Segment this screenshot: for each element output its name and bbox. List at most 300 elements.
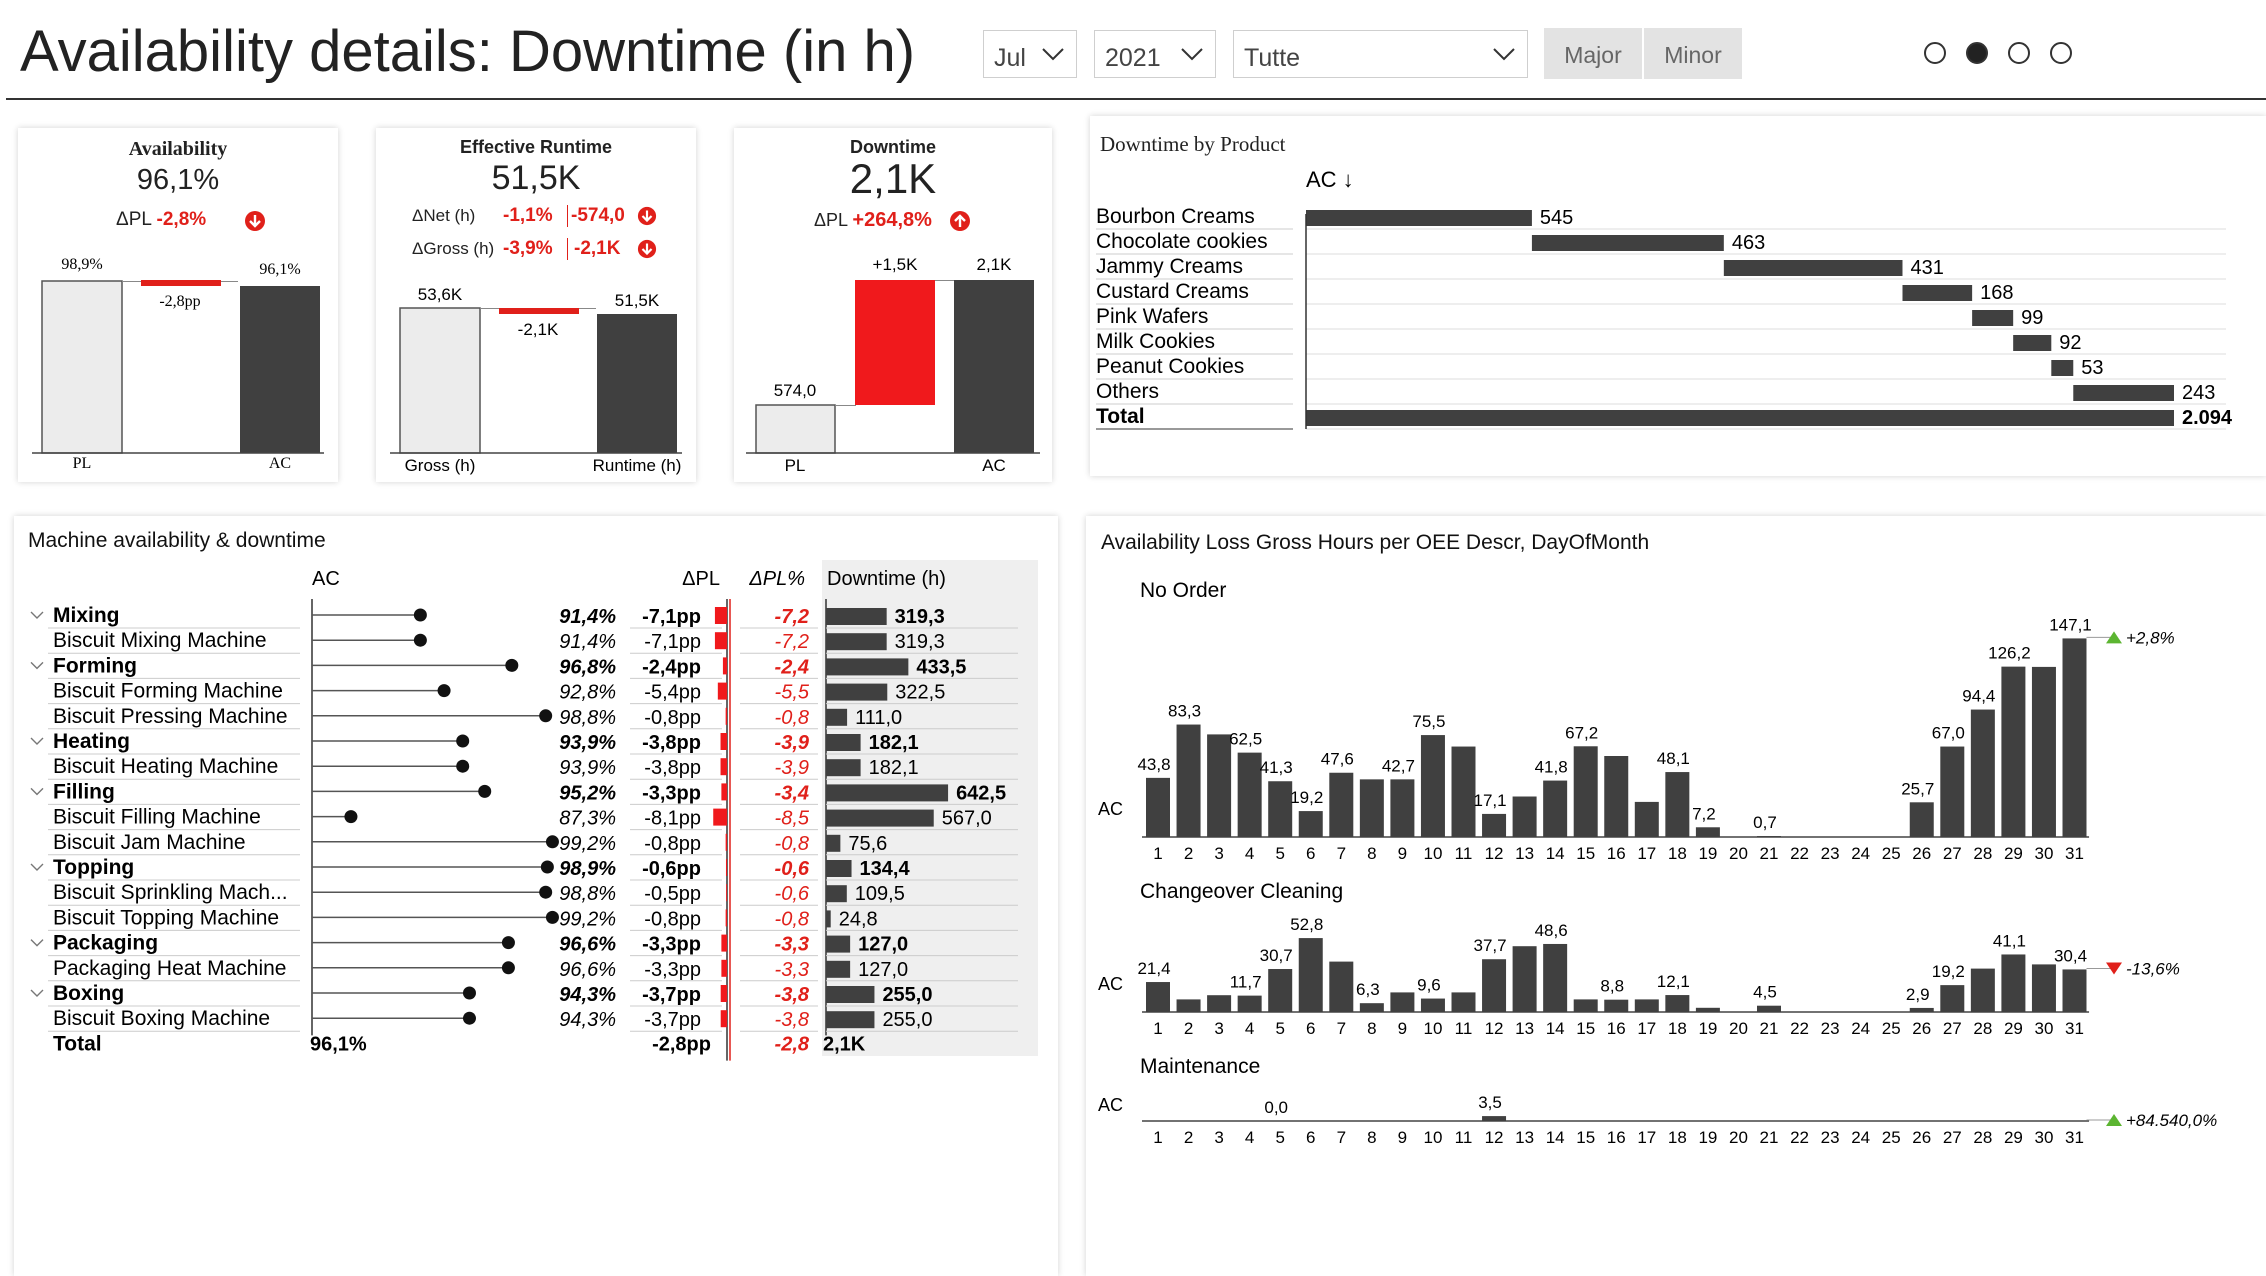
day-bar: [2032, 964, 2056, 1012]
delta-pl-pct-value: -3,4: [774, 782, 809, 805]
day-tick-label: 11: [1454, 1019, 1473, 1038]
ac-value-label: 96,1%: [259, 261, 301, 278]
delta-pl-bar: [723, 657, 727, 674]
runtime-title: Effective Runtime: [459, 137, 613, 157]
page-dot-1[interactable]: [1924, 42, 1946, 64]
day-bar: [1757, 836, 1781, 837]
loss-chart-card: [1086, 516, 2266, 1276]
lollipop-dot: [438, 684, 451, 697]
delta-pl-pct-value: -7,2: [774, 606, 809, 628]
bar-value-label: 0,0: [1264, 1098, 1289, 1117]
lollipop-dot: [414, 634, 427, 647]
delta-pl-pct-value: -3,3: [774, 958, 809, 981]
downtime-bar: [826, 961, 850, 978]
bar-value-label: 75,5: [1412, 712, 1446, 732]
month-value: Jul: [994, 44, 1026, 72]
day-tick-label: 2: [1183, 844, 1194, 863]
delta-pl-pct-value: -8,5: [774, 807, 809, 830]
availability-title: Availability: [128, 138, 228, 160]
day-tick-label: 31: [2065, 1128, 2084, 1147]
delta-pl-value: -3,3pp: [642, 933, 701, 956]
downtime-title: Downtime: [849, 137, 936, 157]
runtime-value-label: 51,5K: [614, 291, 660, 310]
delta-pl-value: -0,8pp: [644, 832, 701, 855]
ac-value: 91,4%: [559, 631, 616, 654]
machine-table-card: [14, 516, 1058, 1276]
ac-value: 93,9%: [559, 757, 616, 780]
product-label: Milk Cookies: [1096, 330, 1216, 353]
day-tick-label: 15: [1576, 1128, 1596, 1147]
downtime-bar: [826, 810, 934, 827]
product-value-label: 545: [1539, 207, 1574, 229]
ac-value: 95,2%: [559, 782, 616, 805]
day-tick-label: 30: [2034, 1019, 2054, 1038]
lollipop-dot: [502, 961, 515, 974]
ac-value: 99,2%: [559, 908, 616, 931]
day-bar: [1543, 781, 1567, 837]
day-bar: [1299, 938, 1323, 1012]
net-label: ΔNet (h): [412, 206, 476, 225]
page-dot-4[interactable]: [2050, 42, 2072, 64]
bar-value-label: 2,9: [1905, 984, 1930, 1004]
day-tick-label: 13: [1515, 844, 1535, 863]
bar-value-label: 41,3: [1259, 758, 1293, 778]
downtime-bar: [826, 986, 874, 1003]
delta-label: ΔPL: [116, 209, 152, 230]
product-waterfall-chart: [1090, 116, 2266, 476]
day-bar: [1910, 1008, 1934, 1012]
day-bar: [1421, 999, 1445, 1012]
panel-title: Changeover Cleaning: [1140, 880, 1344, 903]
product-bar: [1724, 260, 1903, 276]
day-tick-label: 9: [1397, 844, 1408, 863]
day-bar: [2032, 667, 2056, 837]
bar-value-label: 8,8: [1600, 976, 1625, 996]
product-label: Custard Creams: [1096, 280, 1249, 303]
runtime-card: [376, 128, 696, 482]
downtime-bar: [826, 860, 852, 877]
downtime-waterfall-chart: [734, 128, 1052, 482]
filter-value: Tutte: [1244, 44, 1301, 72]
lollipop-dot: [456, 735, 469, 748]
downtime-bar: [826, 633, 887, 650]
day-tick-label: 18: [1667, 844, 1687, 863]
downtime-value: 182,1: [868, 732, 919, 754]
day-tick-label: 4: [1244, 1128, 1255, 1147]
day-tick-label: 9: [1397, 1019, 1408, 1038]
downtime-value: 319,3: [894, 631, 945, 654]
product-label: Pink Wafers: [1096, 305, 1209, 328]
chevron-down-icon: [31, 612, 43, 618]
product-value-label: 53: [2081, 357, 2104, 379]
chevron-down-icon: [31, 864, 43, 870]
machine-name: Biscuit Topping Machine: [53, 906, 280, 930]
bar-value-label: 52,8: [1290, 915, 1324, 935]
product-chart-card: [1090, 116, 2266, 476]
day-tick-label: 16: [1606, 844, 1626, 863]
year-dropdown[interactable]: [1094, 30, 1216, 78]
day-tick-label: 23: [1820, 844, 1840, 863]
machine-name: Boxing: [53, 982, 125, 1005]
bar-value-label: 126,2: [1988, 643, 2031, 663]
day-bar: [1299, 811, 1323, 837]
day-tick-label: 14: [1545, 1019, 1565, 1038]
machine-name: Forming: [53, 654, 137, 678]
day-bar: [1146, 982, 1170, 1012]
day-tick-label: 12: [1484, 844, 1504, 863]
product-label: Bourbon Creams: [1096, 205, 1255, 228]
machine-name: Packaging: [53, 931, 159, 955]
machine-table: [14, 516, 1058, 1276]
day-bar: [1482, 1116, 1506, 1121]
filter-dropdown[interactable]: [1233, 30, 1528, 78]
delta-pl-bar: [726, 859, 727, 876]
day-tick-label: 3: [1214, 1019, 1224, 1038]
delta-pl-value: -8,1pp: [644, 807, 701, 830]
day-tick-label: 19: [1698, 1019, 1718, 1038]
availability-value: 96,1%: [136, 164, 220, 196]
bar-value-label: 42,7: [1381, 756, 1415, 776]
bar-value-label: 19,2: [1290, 788, 1324, 808]
bar-value-label: 30,7: [1259, 946, 1293, 966]
delta-pl-value: -0,6pp: [642, 858, 701, 880]
loss-small-multiples-chart: [1086, 516, 2266, 1266]
day-bar: [1971, 969, 1995, 1012]
delta-value: -2,8%: [156, 209, 207, 230]
day-bar: [2063, 638, 2087, 837]
day-tick-label: 17: [1637, 1128, 1657, 1147]
delta-pl-bar: [715, 607, 727, 624]
chevron-down-icon: [1491, 41, 1517, 65]
day-tick-label: 22: [1790, 844, 1810, 863]
lollipop-dot: [539, 886, 552, 899]
downtime-value: 322,5: [895, 681, 946, 704]
month-dropdown[interactable]: [983, 30, 1077, 78]
day-tick-label: 25: [1881, 844, 1901, 863]
day-bar: [1635, 999, 1659, 1012]
header-delta-pl: ΔPL: [682, 568, 720, 590]
runtime-waterfall-chart: [376, 128, 696, 482]
delta-pl-pct-value: -0,8: [774, 832, 809, 855]
day-bar: [1329, 773, 1353, 837]
day-tick-label: 1: [1153, 844, 1163, 863]
ac-value: 96,6%: [559, 933, 616, 956]
day-tick-label: 12: [1484, 1019, 1504, 1038]
delta-pl-bar: [715, 632, 727, 649]
delta-pl-bar: [726, 909, 727, 926]
delta-label: -13,6%: [2126, 959, 2180, 979]
product-bar: [2073, 385, 2174, 401]
delta-pl-bar: [721, 733, 727, 750]
bar-value-label: 41,8: [1534, 757, 1568, 777]
downtime-value: 24,8: [838, 908, 878, 931]
lollipop-dot: [478, 785, 491, 798]
day-bar: [1757, 1006, 1781, 1012]
day-bar: [1604, 756, 1628, 837]
day-tick-label: 21: [1759, 1128, 1779, 1147]
net-pct: -1,1%: [503, 205, 553, 226]
day-tick-label: 31: [2065, 844, 2084, 863]
ac-value: 98,9%: [559, 858, 616, 880]
pl-bar: [42, 281, 122, 453]
delta-value-label: +1,5K: [872, 255, 918, 274]
delta-pl-value: -3,8pp: [644, 757, 701, 780]
day-tick-label: 26: [1912, 844, 1932, 863]
machine-name: Biscuit Boxing Machine: [53, 1007, 271, 1031]
day-bar: [1421, 735, 1445, 837]
page-title: Availability details: Downtime (in h): [20, 19, 916, 84]
machine-name: Biscuit Pressing Machine: [53, 704, 288, 728]
ac-value: 94,3%: [559, 984, 616, 1006]
downtime-bar: [826, 709, 847, 726]
day-tick-label: 10: [1423, 844, 1443, 863]
day-bar: [1482, 959, 1506, 1012]
total-label: Total: [53, 1032, 102, 1056]
day-tick-label: 30: [2034, 1128, 2054, 1147]
chevron-down-icon: [1040, 41, 1066, 65]
delta-pl-value: -3,3pp: [644, 958, 701, 981]
year-value: 2021: [1105, 44, 1161, 72]
day-tick-label: 2: [1183, 1019, 1194, 1038]
day-bar: [1665, 995, 1689, 1012]
day-bar: [1665, 772, 1689, 837]
ac-value: 87,3%: [559, 807, 616, 830]
product-bar: [1306, 210, 1532, 226]
delta-pl-bar: [721, 960, 727, 977]
product-bar: [1972, 310, 2013, 326]
day-tick-label: 13: [1515, 1128, 1535, 1147]
product-label: Jammy Creams: [1096, 255, 1244, 278]
day-bar: [1910, 802, 1934, 837]
machine-name: Packaging Heat Machine: [53, 956, 287, 980]
header-ac: AC: [312, 568, 340, 590]
connector-line: [935, 280, 955, 281]
downtime-value: 109,5: [854, 883, 905, 906]
day-tick-label: 4: [1244, 844, 1255, 863]
day-tick-label: 29: [2003, 844, 2023, 863]
ac-value: 96,8%: [559, 656, 616, 679]
delta-pl-pct-value: -0,6: [774, 883, 809, 906]
header-divider: [6, 98, 2266, 100]
day-tick-label: 11: [1454, 844, 1473, 863]
day-tick-label: 25: [1881, 1019, 1901, 1038]
bar-value-label: 83,3: [1168, 701, 1202, 721]
downtime-bar: [826, 1011, 874, 1028]
day-tick-label: 6: [1306, 1128, 1316, 1147]
x-label-ac: AC: [982, 456, 1006, 475]
runtime-bar: [597, 314, 677, 453]
downtime-bar: [826, 784, 948, 801]
delta-pl-value: -7,1pp: [644, 631, 701, 654]
delta-pl-bar: [721, 758, 727, 775]
downtime-value: 433,5: [916, 656, 967, 679]
day-bar: [1177, 725, 1201, 837]
delta-pl-bar: [726, 834, 727, 851]
product-bar: [2013, 335, 2051, 351]
day-tick-label: 22: [1790, 1019, 1810, 1038]
chevron-down-icon: [31, 662, 43, 668]
day-bar: [1207, 995, 1231, 1012]
day-bar: [1329, 962, 1353, 1012]
downtime-bar: [826, 684, 887, 701]
day-tick-label: 14: [1545, 844, 1565, 863]
downtime-bar: [826, 734, 861, 751]
machine-name: Biscuit Jam Machine: [53, 830, 246, 854]
day-bar: [1482, 814, 1506, 837]
downtime-bar: [826, 658, 908, 675]
bar-value-label: 37,7: [1473, 936, 1507, 956]
lollipop-dot: [505, 659, 518, 672]
day-bar: [1360, 1003, 1384, 1012]
ac-value: 91,4%: [559, 606, 616, 628]
day-bar: [1940, 985, 1964, 1012]
availability-card: [18, 128, 338, 482]
day-bar: [1971, 710, 1995, 837]
delta-value-label: -2,1K: [517, 320, 559, 339]
product-value-label: 2.094: [2182, 407, 2233, 429]
day-tick-label: 16: [1606, 1128, 1626, 1147]
delta-pl-pct-value: -0,8: [774, 706, 809, 729]
product-bar: [2051, 360, 2073, 376]
pl-bar: [756, 405, 835, 453]
machine-table-title: Machine availability & downtime: [28, 529, 326, 552]
bar-value-label: 9,6: [1417, 975, 1441, 995]
day-tick-label: 27: [1942, 1128, 1962, 1147]
lollipop-dot: [344, 810, 357, 823]
day-tick-label: 29: [2003, 1128, 2023, 1147]
delta-pl-value: -3,8pp: [642, 732, 701, 754]
major-button[interactable]: Major: [1544, 28, 1642, 79]
downtime-card: [734, 128, 1052, 482]
bar-value-label: 19,2: [1931, 962, 1965, 982]
day-bar: [1452, 992, 1476, 1012]
delta-pl-value: -5,4pp: [644, 681, 701, 704]
day-tick-label: 23: [1820, 1019, 1840, 1038]
gross-abs: -2,1K: [567, 238, 620, 260]
day-tick-label: 27: [1942, 1019, 1962, 1038]
downtime-value: 111,0: [855, 706, 903, 729]
downtime-value: 319,3: [894, 606, 945, 628]
bar-value-label: 62,5: [1229, 729, 1263, 749]
downtime-bar: [826, 608, 887, 625]
x-label-pl: PL: [72, 455, 92, 472]
bar-value-label: 41,1: [1992, 931, 2026, 951]
pl-value-label: 98,9%: [61, 256, 103, 273]
header-delta-pl-pct: ΔPL%: [749, 568, 805, 590]
runtime-value: 51,5K: [491, 159, 581, 197]
day-tick-label: 28: [1973, 1128, 1993, 1147]
day-bar: [1146, 778, 1170, 837]
product-bar: [1306, 410, 2174, 426]
page-dot-2[interactable]: [1966, 42, 1988, 64]
column-header-ac: AC ↓: [1306, 167, 1354, 192]
chevron-down-icon: [31, 788, 43, 794]
net-abs: -574,0: [567, 205, 625, 227]
ac-value: 92,8%: [559, 681, 616, 704]
day-tick-label: 28: [1973, 1019, 1993, 1038]
day-tick-label: 19: [1698, 1128, 1718, 1147]
product-value-label: 168: [1980, 282, 2014, 304]
bar-value-label: 4,5: [1753, 982, 1777, 1002]
machine-name: Biscuit Mixing Machine: [53, 629, 267, 653]
downtime-value: 255,0: [882, 984, 933, 1006]
downtime-value: 255,0: [882, 1009, 933, 1032]
day-tick-label: 7: [1336, 1128, 1347, 1147]
delta-pl-pct-value: -3,9: [774, 757, 809, 780]
chevron-down-icon: [31, 738, 43, 744]
day-bar: [1390, 992, 1414, 1012]
day-bar: [1574, 746, 1598, 837]
day-tick-label: 26: [1912, 1128, 1932, 1147]
downtime-value: 127,0: [858, 958, 909, 981]
day-tick-label: 10: [1423, 1019, 1443, 1038]
bar-value-label: 30,4: [2053, 946, 2088, 966]
delta-pl-value: -0,8pp: [644, 908, 701, 931]
day-bar: [1238, 753, 1262, 837]
minor-button[interactable]: Minor: [1644, 28, 1742, 79]
day-tick-label: 5: [1275, 1128, 1285, 1147]
bar-value-label: 43,8: [1137, 754, 1171, 774]
day-tick-label: 3: [1214, 1128, 1224, 1147]
day-tick-label: 7: [1336, 844, 1347, 863]
day-bar: [2001, 667, 2025, 837]
delta-pl-bar: [726, 708, 727, 725]
day-bar: [1177, 999, 1201, 1012]
day-tick-label: 9: [1397, 1128, 1408, 1147]
bar-value-label: 48,6: [1534, 920, 1568, 940]
ac-bar: [240, 286, 320, 453]
downtime-bar: [826, 835, 840, 852]
downtime-value: 75,6: [848, 832, 888, 855]
delta-label: ΔPL: [814, 210, 848, 230]
day-bar: [1696, 827, 1720, 837]
bar-value-label: 94,4: [1962, 686, 1996, 706]
availability-waterfall-chart: [18, 128, 338, 482]
day-tick-label: 12: [1484, 1128, 1504, 1147]
day-bar: [1390, 779, 1414, 837]
day-tick-label: 5: [1275, 1019, 1285, 1038]
day-tick-label: 30: [2034, 844, 2054, 863]
day-tick-label: 24: [1851, 1019, 1871, 1038]
loss-chart-title: Availability Loss Gross Hours per OEE Descr, DayOfMonth: [1101, 531, 1650, 554]
delta-pl-value: -3,3pp: [642, 782, 701, 805]
machine-name: Biscuit Sprinkling Mach...: [53, 881, 288, 905]
day-tick-label: 6: [1306, 1019, 1316, 1038]
lollipop-dot: [456, 760, 469, 773]
ac-value: 98,8%: [559, 883, 616, 906]
day-tick-label: 24: [1851, 1128, 1871, 1147]
lollipop-dot: [463, 1012, 476, 1025]
downtime-value: 2,1K: [849, 155, 937, 202]
bar-value-label: 147,1: [2049, 615, 2092, 635]
page-dot-3[interactable]: [2008, 42, 2030, 64]
delta-pl-pct-value: -0,8: [774, 908, 809, 931]
downtime-bar: [826, 936, 850, 953]
day-tick-label: 2: [1183, 1128, 1194, 1147]
lollipop-dot: [539, 709, 552, 722]
chevron-down-icon: [1179, 41, 1205, 65]
connector-line: [835, 405, 856, 406]
delta-pl-bar: [718, 683, 727, 700]
total-downtime: 2,1K: [823, 1033, 866, 1056]
bar-value-label: 21,4: [1137, 959, 1171, 979]
product-label: Chocolate cookies: [1096, 230, 1268, 253]
ac-value: 99,2%: [559, 832, 616, 855]
delta-pl-pct-value: -7,2: [774, 631, 809, 654]
delta-pl-value: -0,8pp: [644, 706, 701, 729]
day-tick-label: 17: [1637, 844, 1657, 863]
day-tick-label: 14: [1545, 1128, 1565, 1147]
